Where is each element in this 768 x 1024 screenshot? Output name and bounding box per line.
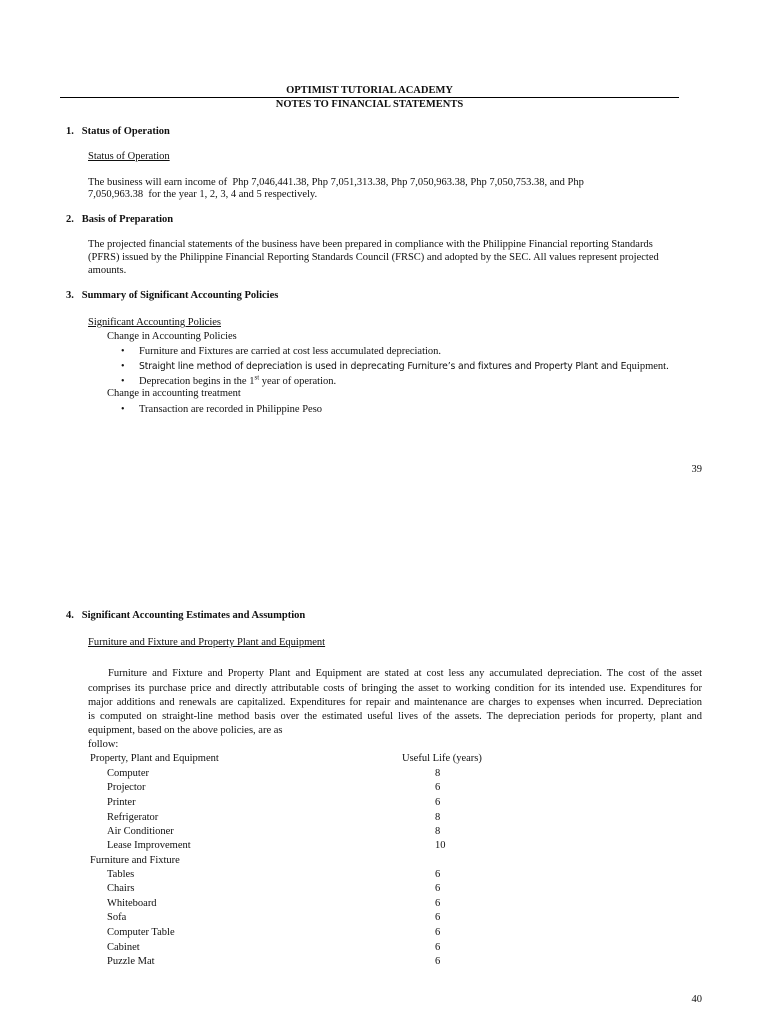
section-4-para-line-6: follow: bbox=[88, 739, 119, 750]
table-row-name: Whiteboard bbox=[107, 898, 157, 909]
table-row-name: Computer bbox=[107, 768, 149, 779]
table-row-value: 6 bbox=[435, 956, 441, 967]
section-2-line-3: amounts. bbox=[88, 265, 127, 276]
table-row-value: 6 bbox=[435, 869, 441, 880]
table-row-value: 10 bbox=[435, 840, 446, 851]
section-1-line-1: The business will earn income of Php 7,046,441.38, Php 7,051,313.38, Php 7,050,963.38, Php 7,050,753.38, and Php bbox=[88, 177, 584, 188]
section-2-line-1: The projected financial statements of the business have been prepared in compliance with the Philippine Financial reporting Standards bbox=[88, 239, 653, 250]
table-row-value: 6 bbox=[435, 912, 441, 923]
table-row-name: Puzzle Mat bbox=[107, 956, 155, 967]
table-row-name: Printer bbox=[107, 797, 136, 808]
section-4-para-line-1: Furniture and Fixture and Property Plant and Equipment are stated at cost less any accumulated depreciation. The cost of the asset bbox=[108, 668, 702, 679]
section-4-para-line-5: equipment, based on the above policies, are as bbox=[88, 725, 283, 736]
table-col-header-life: Useful Life (years) bbox=[402, 753, 482, 764]
policy-bullet-2-text: Straight line method of depreciation is used in deprecating Furniture’s and fixtures and Property Plant and E bbox=[139, 361, 627, 372]
section-1-subheading: Status of Operation bbox=[88, 151, 170, 162]
table-row-name: Refrigerator bbox=[107, 812, 159, 823]
section-2-heading: 2. Basis of Preparation bbox=[66, 214, 174, 225]
policy-bullet-1: • Furniture and Fixtures are carried at cost less accumulated depreciation. bbox=[139, 345, 441, 358]
table-group-header-furniture: Furniture and Fixture bbox=[90, 855, 180, 866]
table-col-header-asset: Property, Plant and Equipment bbox=[90, 753, 219, 764]
organization-name: OPTIMIST TUTORIAL ACADEMY bbox=[286, 85, 453, 96]
policy-bullet-3-post: year of operation. bbox=[259, 376, 337, 387]
table-row-value: 8 bbox=[435, 768, 441, 779]
table-row-name: Air Conditioner bbox=[107, 826, 174, 837]
section-4-para-line-3: major additions and renewals are capitalized. Expenditures for repair and maintenance are charges to expenses when incurred. Depreciation bbox=[88, 697, 702, 708]
document-title: NOTES TO FINANCIAL STATEMENTS bbox=[275, 99, 464, 110]
table-row-name: Sofa bbox=[107, 912, 127, 923]
policy-bullet-4: • Transaction are recorded in Philippine Peso bbox=[139, 403, 322, 416]
policy-bullet-3-pre: Deprecation begins in the 1 bbox=[139, 376, 255, 387]
table-row-name: Lease Improvement bbox=[107, 840, 191, 851]
table-row-name: Computer Table bbox=[107, 927, 175, 938]
section-3-heading: 3. Summary of Significant Accounting Policies bbox=[66, 290, 279, 301]
table-row-value: 6 bbox=[435, 898, 441, 909]
policy-group-2: Change in accounting treatment bbox=[107, 388, 241, 399]
section-4-subheading: Furniture and Fixture and Property Plant and Equipment bbox=[88, 637, 326, 648]
table-row-name: Tables bbox=[107, 869, 135, 880]
table-row-value: 6 bbox=[435, 927, 441, 938]
table-row-value: 8 bbox=[435, 826, 441, 837]
policy-bullet-2-tail: quipment. bbox=[626, 361, 669, 372]
table-row-value: 6 bbox=[435, 797, 441, 808]
policy-bullet-3-sup: st bbox=[254, 373, 260, 382]
table-row-value: 6 bbox=[435, 883, 441, 894]
section-4-para-line-4: is computed on straight-line method basis over the estimated useful lives of the assets. The depreciation periods for property, plant and bbox=[88, 711, 702, 722]
section-1-line-2: 7,050,963.38 for the year 1, 2, 3, 4 and 5 respectively. bbox=[88, 189, 318, 200]
page-number-39: 39 bbox=[691, 464, 702, 475]
table-row-name: Chairs bbox=[107, 883, 135, 894]
section-3-subheading: Significant Accounting Policies bbox=[88, 317, 221, 328]
table-row-name: Projector bbox=[107, 782, 146, 793]
table-row-value: 8 bbox=[435, 812, 441, 823]
section-4-heading: 4. Significant Accounting Estimates and Assumption bbox=[66, 610, 306, 621]
table-row-value: 6 bbox=[435, 782, 441, 793]
section-4-para-line-2: comprises its purchase price and directly attributable costs of bringing the asset to working condition for its intended use. Expenditures for bbox=[88, 683, 702, 694]
page-number-40: 40 bbox=[691, 994, 702, 1005]
table-row-name: Cabinet bbox=[107, 942, 140, 953]
table-row-value: 6 bbox=[435, 942, 441, 953]
policy-group-1: Change in Accounting Policies bbox=[107, 331, 237, 342]
section-2-line-2: (PFRS) issued by the Philippine Financial Reporting Standards Council (FRSC) and adopted by the SEC. All values represent projected bbox=[88, 252, 659, 263]
section-1-heading: 1. Status of Operation bbox=[66, 126, 170, 137]
policy-bullet-2 bbox=[139, 360, 669, 373]
